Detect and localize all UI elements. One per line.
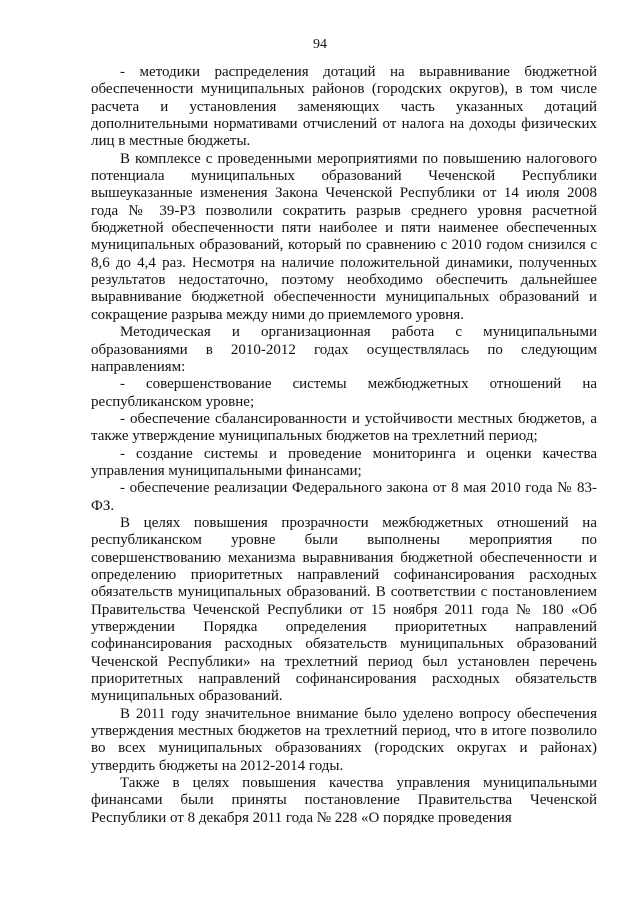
- list-item: - совершенствование системы межбюджетных отношений на республиканском уровне;: [91, 376, 597, 410]
- paragraph: Методическая и организационная работа с муниципальными образованиями в 2010-2012 годах осуществлялась по следующим направлениям:: [91, 324, 597, 375]
- list-item: - обеспечение реализации Федерального закона от 8 мая 2010 года № 83-ФЗ.: [91, 480, 597, 514]
- paragraph: Также в целях повышения качества управления муниципальными финансами были приняты постановление Правительства Чеченской Республики от 8 декабря 2011 года № 228 «О порядке проведения: [91, 775, 597, 826]
- paragraph: В целях повышения прозрачности межбюджетных отношений на республиканском уровне были выполнены мероприятия по совершенствованию механизма выравнивания бюджетной обеспеченности и определению приоритетных направлений софинансирования расходных обязательств муниципальных образований. В соответствии с постановлением Правительства Чеченской Республики от 15 ноября 2011 года № 180 «Об утверждении Порядка определения приоритетных направлений софинансирования расходных обязательств муниципальных образований Чеченской Республики» на трехлетний период был установлен перечень приоритетных направлений софинансирования расходных обязательств муниципальных образований.: [91, 514, 597, 705]
- list-item: - обеспечение сбалансированности и устойчивости местных бюджетов, а также утверждение муниципальных бюджетов на трехлетний период;: [91, 410, 597, 445]
- page-number: 94: [313, 37, 327, 52]
- list-item: - создание системы и проведение мониторинга и оценки качества управления муниципальными финансами;: [91, 445, 597, 479]
- page-body: [91, 64, 597, 827]
- paragraph: - методики распределения дотаций на выравнивание бюджетной обеспеченности муниципальных районов (городских округов), в том числе расчета и установления заменяющих часть указанных дотаций дополнительными нормативами отчислений от налога на доходы физических лиц в местные бюджеты.: [91, 64, 597, 150]
- paragraph: В комплексе с проведенными мероприятиями по повышению налогового потенциала муниципальных образований Чеченской Республики вышеуказанные изменения Закона Чеченской Республики от 14 июля 2008 года № 39-РЗ позволили сократить разрыв среднего уровня расчетной бюджетной обеспеченности пяти наиболее и пяти наименее обеспеченных муниципальных образований, который по сравнению с 2010 годом снизился с 8,6 до 4,4 раз. Несмотря на наличие положительной динамики, полученных результатов недостаточно, поэтому необходимо обеспечить дальнейшее выравнивание бюджетной обеспеченности муниципальных образований и сокращение разрыва между ними до приемлемого уровня.: [91, 150, 597, 323]
- paragraph: В 2011 году значительное внимание было уделено вопросу обеспечения утверждения местных бюджетов на трехлетний период, что в итоге позволило во всех муниципальных образованиях (городских округах и районах) утвердить бюджеты на 2012-2014 годы.: [91, 705, 597, 774]
